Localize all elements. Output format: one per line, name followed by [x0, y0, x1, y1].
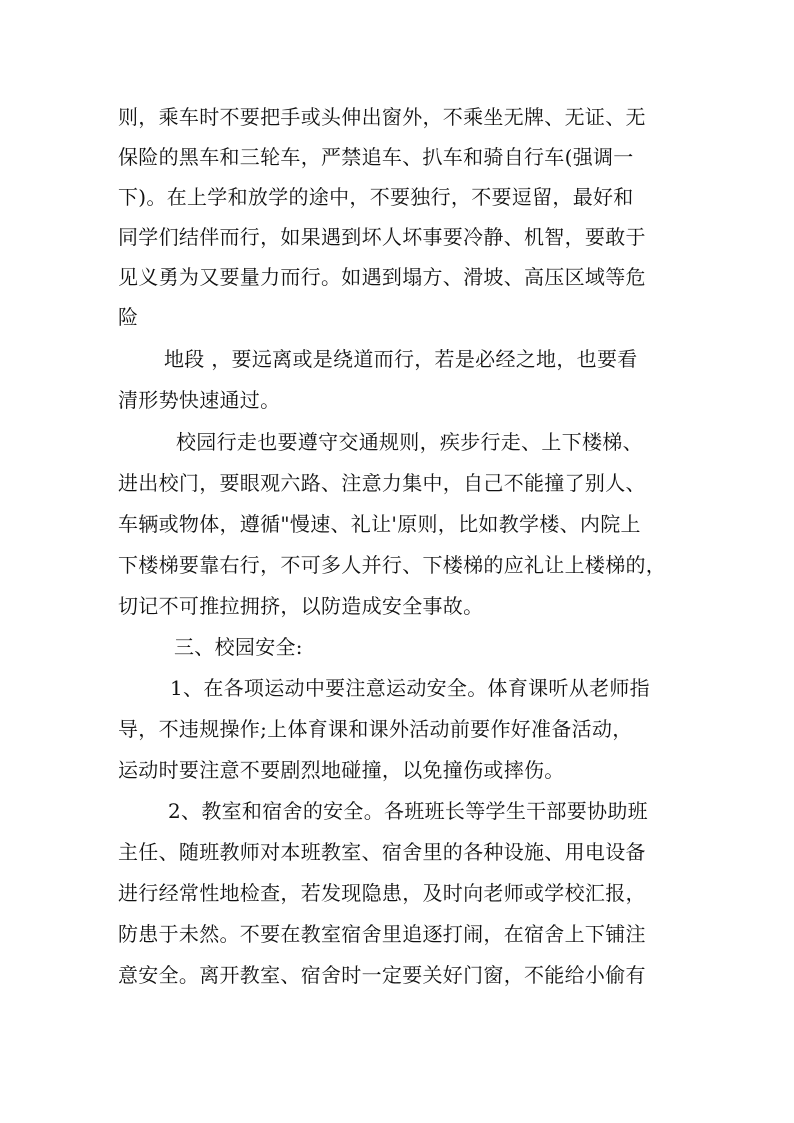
text-line: 主任、随班教师对本班教室、宿舍里的各种设施、用电设备 [118, 840, 646, 864]
text-line: 运动时要注意不要剧烈地碰撞，以免撞伤或摔伤。 [118, 758, 565, 782]
text-line: 保险的黑车和三轮车，严禁追车、扒车和骑自行车(强调一 [118, 145, 634, 169]
section-heading: 三、校园安全: [174, 635, 303, 659]
text-line: 见义勇为又要量力而行。如遇到塌方、滑坡、高压区域等危 [118, 265, 646, 289]
text-line: 下)。在上学和放学的途中，不要独行，不要逗留，最好和 [118, 185, 634, 209]
text-line: 车辆或物体，遵循"慢速、礼让'原则，比如教学楼、内院上 [118, 512, 641, 536]
text-line: 险 [118, 305, 139, 329]
text-line: 则，乘车时不要把手或头伸出窗外，不乘坐无牌、无证、无 [118, 105, 646, 129]
list-item-start: 1、在各项运动中要注意运动安全。体育课听从老师指 [170, 676, 650, 700]
paragraph-start-line: 校园行走也要遵守交通规则，疾步行走、上下楼梯、 [176, 430, 643, 454]
text-line: 下楼梯要靠右行，不可多人并行、下楼梯的应礼让上楼梯的， [118, 553, 667, 577]
list-item-start: 2、教室和宿舍的安全。各班班长等学生干部要协助班 [168, 799, 648, 823]
text-line: 防患于未然。不要在教室宿舍里追逐打闹，在宿舍上下铺注 [118, 922, 646, 946]
text-line: 地段 ，要远离或是绕道而行，若是必经之地，也要看 [164, 347, 638, 371]
text-line: 进行经常性地检查，若发现隐患，及时向老师或学校汇报， [118, 881, 646, 905]
text-line: 导，不违规操作;上体育课和课外活动前要作好准备活动， [118, 717, 633, 741]
text-line: 清形势快速通过。 [118, 388, 281, 412]
body-text [118, 100, 688, 993]
text-line: 切记不可推拉拥挤，以防造成安全事故。 [118, 594, 484, 618]
text-line: 进出校门，要眼观六路、注意力集中，自己不能撞了别人、 [118, 471, 646, 495]
text-line: 同学们结伴而行，如果遇到坏人坏事要冷静、机智，要敢于 [118, 225, 646, 249]
text-line: 意安全。离开教室、宿舍时一定要关好门窗，不能给小偷有 [118, 963, 646, 987]
